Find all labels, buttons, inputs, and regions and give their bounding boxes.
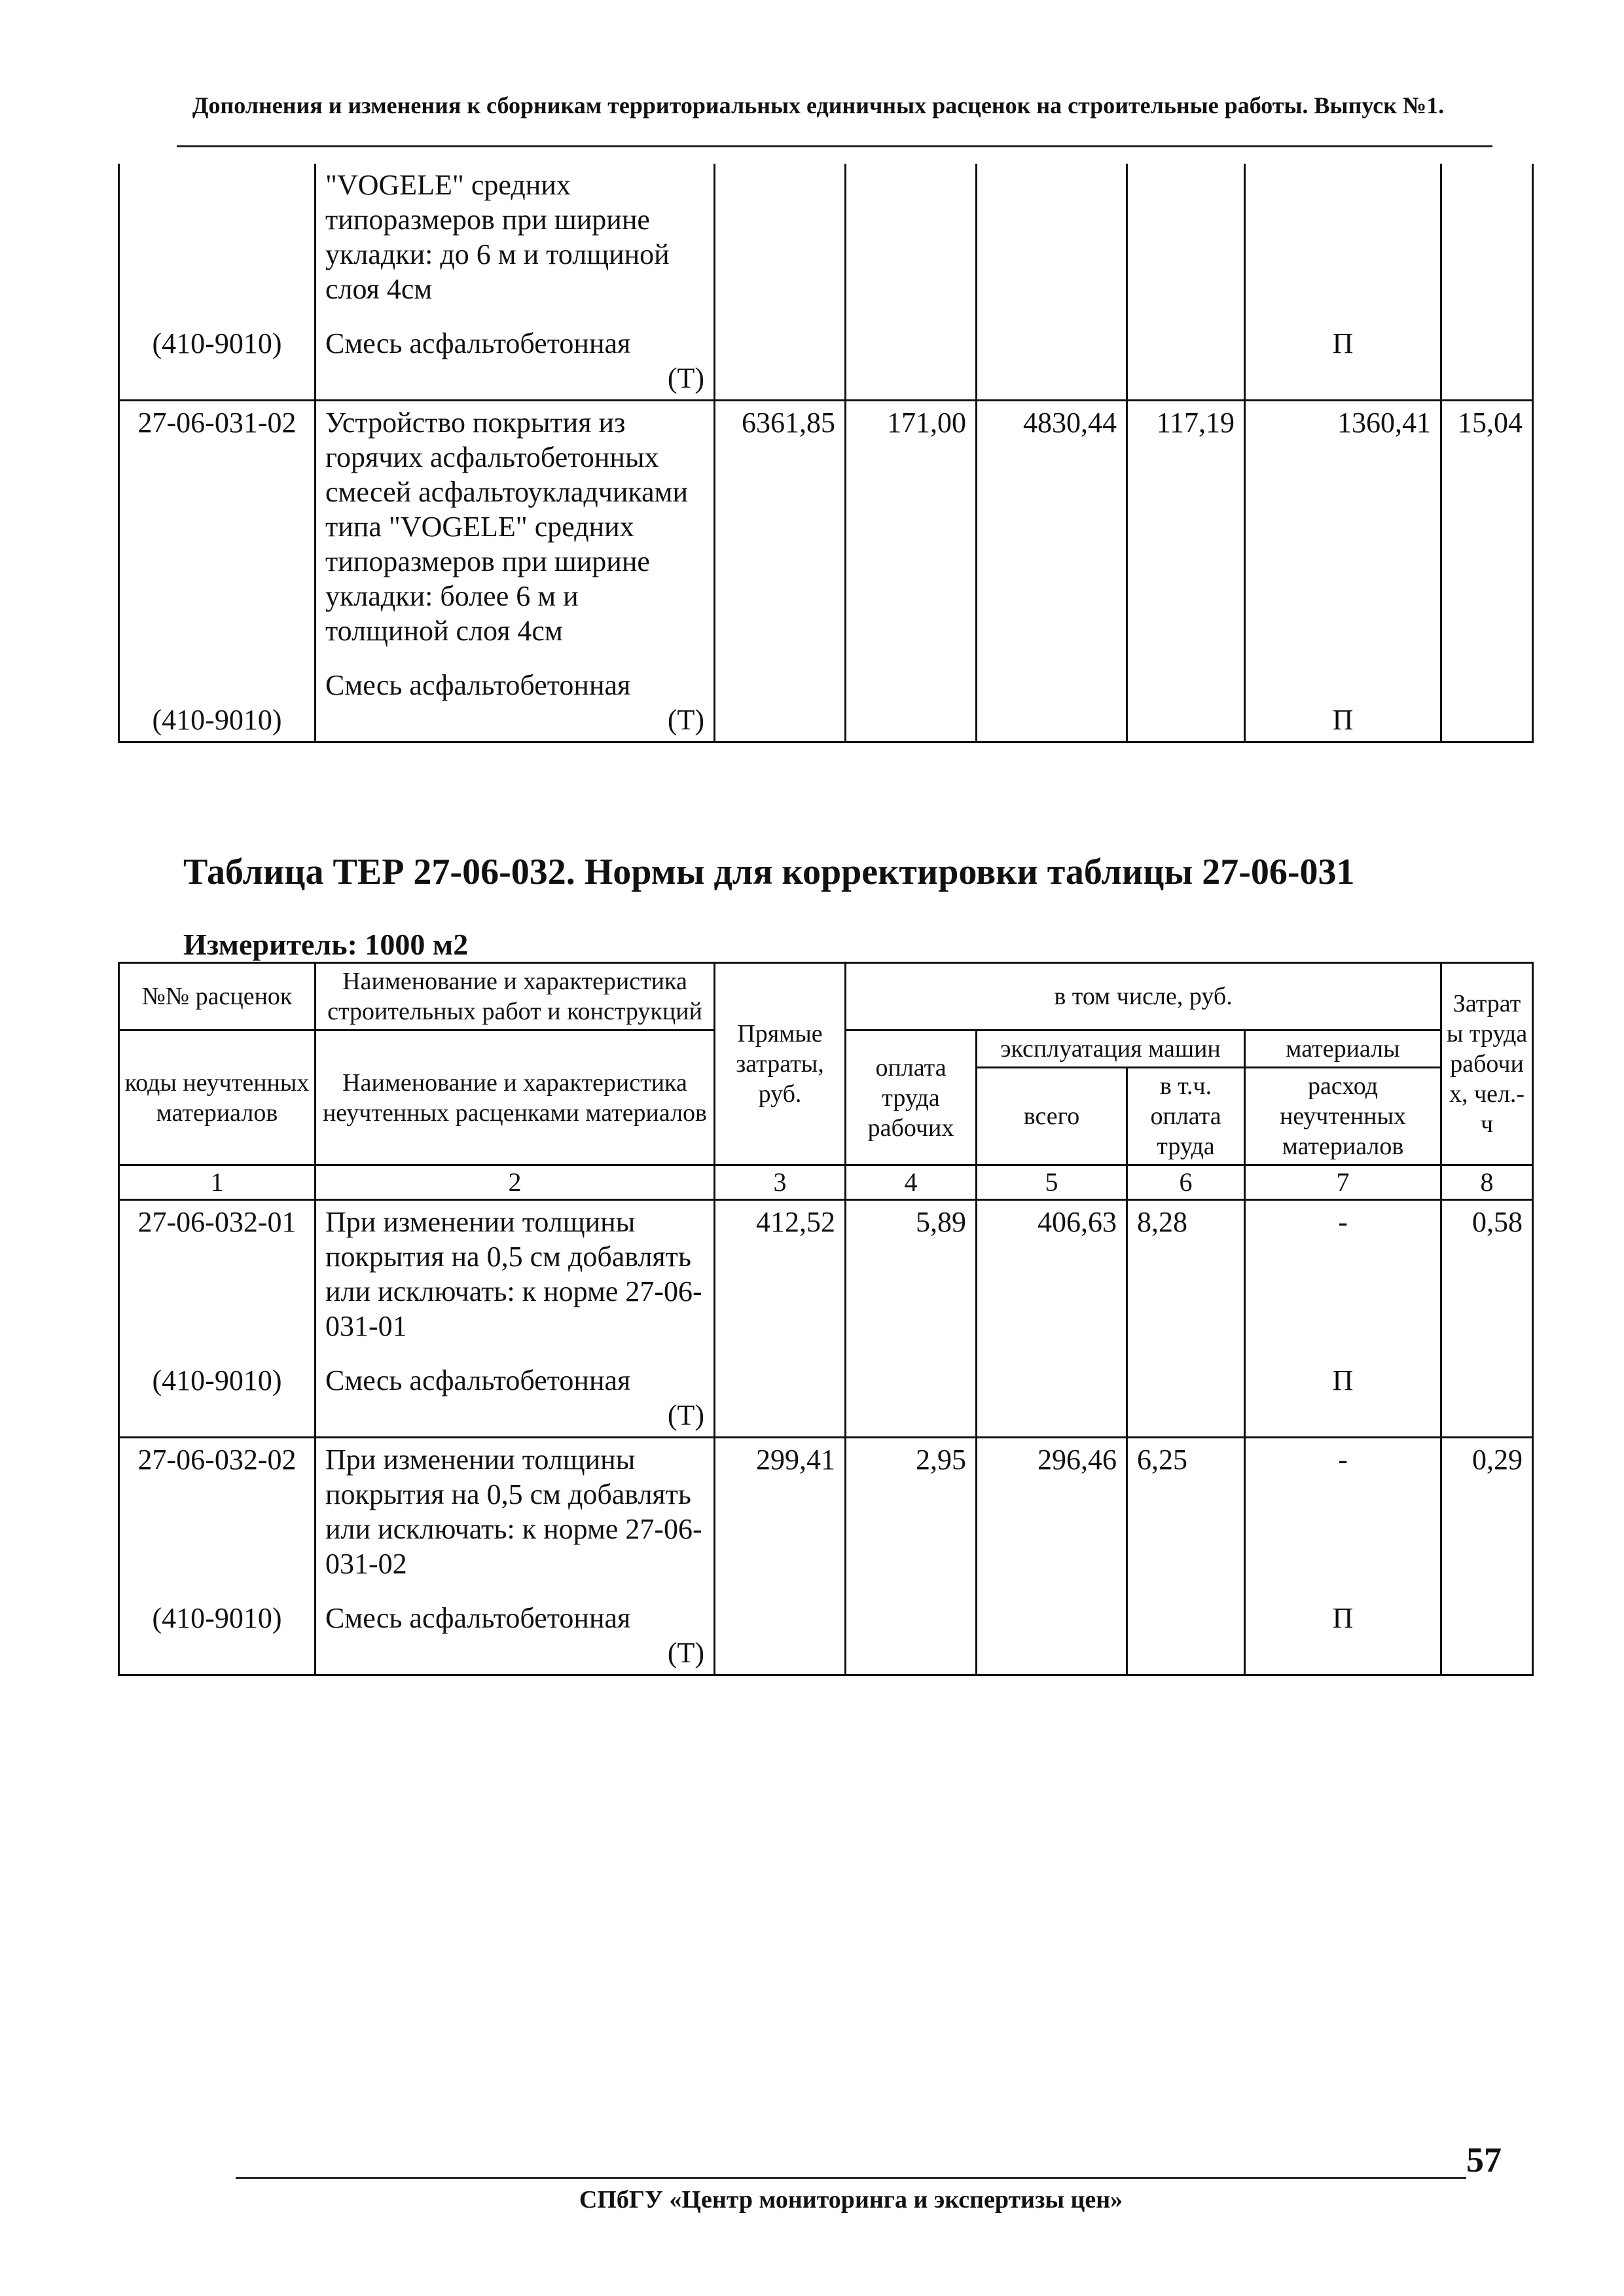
work-name: Устройство покрытия из горячих асфальтобетонных смесей асфальтоукладчиками типа "VOGELE" средних типоразмеров при ширине укладки: более 6 м и толщиной слоя 4см [325, 407, 689, 647]
col-number: 7 [1245, 1165, 1441, 1200]
machines-labor: 117,19 [1127, 401, 1245, 742]
work-name: При изменении толщины покрытия на 0,5 см добавлять или исключать: к норме 27-06-031-02 [325, 1444, 702, 1580]
material-code: (410-9010) [152, 327, 282, 359]
name-cell [316, 1438, 715, 1675]
materials-cell [1245, 401, 1441, 742]
material-mark: (Т) [667, 1399, 704, 1431]
page-number: 57 [1466, 2140, 1502, 2179]
material-mark: (Т) [667, 1637, 704, 1669]
header-incl: в том числе, руб. [846, 963, 1441, 1030]
name-cell [316, 164, 715, 401]
header-labor: оплата труда рабочих [846, 1030, 977, 1165]
code-cell [119, 401, 316, 742]
labor-hours: 0,29 [1441, 1438, 1533, 1675]
materials-cost: 1360,41 [1337, 407, 1431, 439]
material-unit: П [1332, 327, 1354, 359]
header-machines-total: всего [977, 1068, 1127, 1165]
material-unit-cell [1245, 164, 1441, 401]
materials-cost: - [1338, 1206, 1348, 1238]
labor-hours: 15,04 [1441, 401, 1533, 742]
material-unit: П [1332, 704, 1354, 736]
work-name: "VOGELE" средних типоразмеров при ширине укладки: до 6 м и толщиной слоя 4см [325, 169, 670, 305]
material-mark: (Т) [667, 704, 704, 736]
table-row [119, 1438, 1533, 1675]
header-name: Наименование и характеристика строительных работ и конструкций [316, 963, 715, 1030]
col-number: 1 [119, 1165, 316, 1200]
section-unit: Измеритель: 1000 м2 [183, 928, 469, 961]
col-number: 5 [977, 1165, 1127, 1200]
col-number: 6 [1127, 1165, 1245, 1200]
rate-code: 27-06-031-02 [137, 407, 297, 439]
header-mat-name: Наименование и характеристика неучтенных расценками материалов [316, 1030, 715, 1165]
header-materials: материалы [1245, 1030, 1441, 1068]
material-code: (410-9010) [152, 704, 282, 736]
col-number: 8 [1441, 1165, 1533, 1200]
header-row [119, 963, 1533, 1030]
footer-org: СПбГУ «Центр мониторинга и экспертизы цен» [579, 2186, 1123, 2214]
labor-cost: 171,00 [846, 401, 977, 742]
material-mark: (Т) [667, 362, 704, 394]
direct-cost: 299,41 [715, 1438, 846, 1675]
machines-total: 4830,44 [977, 401, 1127, 742]
table-27-06-032 [118, 962, 1534, 1676]
material-name: Смесь асфальтобетонная [325, 327, 631, 359]
machines-total: 406,63 [977, 1200, 1127, 1438]
column-numbers-row [119, 1165, 1533, 1200]
header-code: №№ расценок [119, 963, 316, 1030]
code-cell [119, 164, 316, 401]
machines-labor: 6,25 [1127, 1438, 1245, 1675]
direct-cost: 6361,85 [715, 401, 846, 742]
page-header: Дополнения и изменения к сборникам территориальных единичных расценок на строительные работы. Выпуск №1. [192, 92, 1445, 118]
labor-hours: 0,58 [1441, 1200, 1533, 1438]
table-row [119, 1200, 1533, 1438]
section-title: Таблица ТЕР 27-06-032. Нормы для корректировки таблицы 27-06-031 [183, 852, 1355, 892]
labor-cost: 5,89 [846, 1200, 977, 1438]
material-unit: П [1332, 1602, 1354, 1634]
materials-cell [1245, 1438, 1441, 1675]
rate-code: 27-06-032-01 [137, 1206, 297, 1238]
name-cell [316, 401, 715, 742]
col-number: 3 [715, 1165, 846, 1200]
machines-labor: 8,28 [1127, 1200, 1245, 1438]
header-machines-labor: в т.ч. оплата труда [1127, 1068, 1245, 1165]
header-machines: эксплуатация машин [977, 1030, 1245, 1068]
code-cell [119, 1438, 316, 1675]
table-row [119, 164, 1533, 401]
header-materials-sub: расход неучтенных материалов [1245, 1068, 1441, 1165]
rate-code: 27-06-032-02 [137, 1444, 297, 1476]
materials-cell [1245, 1200, 1441, 1438]
col-number: 4 [846, 1165, 977, 1200]
material-unit: П [1332, 1364, 1354, 1396]
material-code: (410-9010) [152, 1364, 282, 1396]
header-rule [177, 145, 1492, 147]
materials-cost: - [1338, 1444, 1348, 1476]
code-cell [119, 1200, 316, 1438]
labor-cost: 2,95 [846, 1438, 977, 1675]
material-name: Смесь асфальтобетонная [325, 1602, 631, 1634]
direct-cost: 412,52 [715, 1200, 846, 1438]
material-code: (410-9010) [152, 1602, 282, 1634]
material-name: Смесь асфальтобетонная [325, 1364, 631, 1396]
col-number: 2 [316, 1165, 715, 1200]
material-name: Смесь асфальтобетонная [325, 669, 631, 701]
footer-rule [236, 2177, 1466, 2179]
machines-total: 296,46 [977, 1438, 1127, 1675]
table-row [119, 401, 1533, 742]
header-labor-hours: Затраты труда рабочих, чел.-ч [1441, 963, 1533, 1165]
name-cell [316, 1200, 715, 1438]
work-name: При изменении толщины покрытия на 0,5 см добавлять или исключать: к норме 27-06-031-01 [325, 1206, 702, 1342]
header-direct: Прямые затраты, руб. [715, 963, 846, 1165]
header-mat-code: коды неучтенных материалов [119, 1030, 316, 1165]
table-27-06-031-continuation [118, 164, 1534, 743]
